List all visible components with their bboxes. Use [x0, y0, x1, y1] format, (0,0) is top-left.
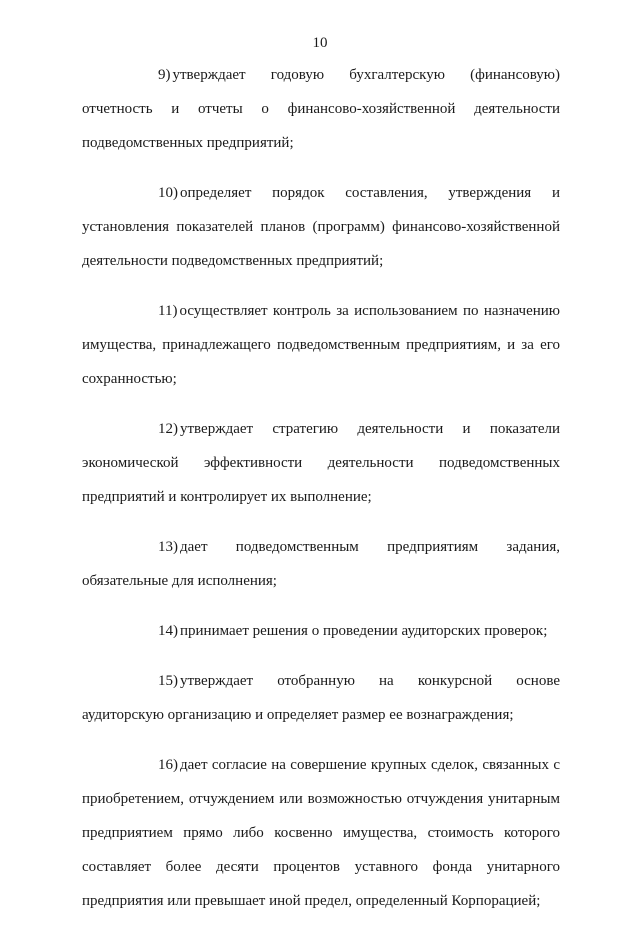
list-item — [82, 614, 560, 648]
list-item — [82, 176, 560, 278]
item-number: 11) — [158, 303, 178, 319]
item-text: утверждает годовую бухгалтерскую (финансовую) отчетность и отчеты о финансово-хозяйственной деятельности подведомственных предприятий; — [82, 67, 560, 151]
item-text: утверждает отобранную на конкурсной основе аудиторскую организацию и определяет размер ее вознаграждения; — [82, 673, 560, 723]
list-item — [82, 664, 560, 732]
item-number: 13) — [158, 539, 178, 555]
item-number: 15) — [158, 673, 178, 689]
item-text: определяет порядок составления, утверждения и установления показателей планов (программ) финансово-хозяйственной деятельности подведомственных предприятий; — [82, 185, 560, 269]
item-text: дает подведомственным предприятиям задания, обязательные для исполнения; — [82, 539, 560, 589]
item-number: 16) — [158, 757, 178, 773]
list-item — [82, 58, 560, 160]
item-number: 10) — [158, 185, 178, 201]
item-text: осуществляет контроль за использованием по назначению имущества, принадлежащего подведомственным предприятиям, и за его сохранностью; — [82, 303, 560, 387]
item-text: дает согласие на совершение крупных сделок, связанных с приобретением, отчуждением или возможностью отчуждения унитарным предприятием прямо либо косвенно имущества, стоимость которого составляет более десяти процентов уставного фонда унитарного предприятия или превышает иной предел, определенный Корпорацией; — [82, 757, 560, 909]
list-item — [82, 748, 560, 918]
list-item — [82, 412, 560, 514]
item-number: 9) — [158, 67, 171, 83]
item-number: 12) — [158, 421, 178, 437]
item-text: утверждает стратегию деятельности и показатели экономической эффективности деятельности подведомственных предприятий и контролирует их выполнение; — [82, 421, 560, 505]
item-text: принимает решения о проведении аудиторских проверок; — [180, 623, 548, 639]
list-item — [82, 294, 560, 396]
item-number: 14) — [158, 623, 178, 639]
list-item — [82, 530, 560, 598]
document-body — [82, 58, 560, 934]
page-number: 10 — [312, 35, 328, 51]
